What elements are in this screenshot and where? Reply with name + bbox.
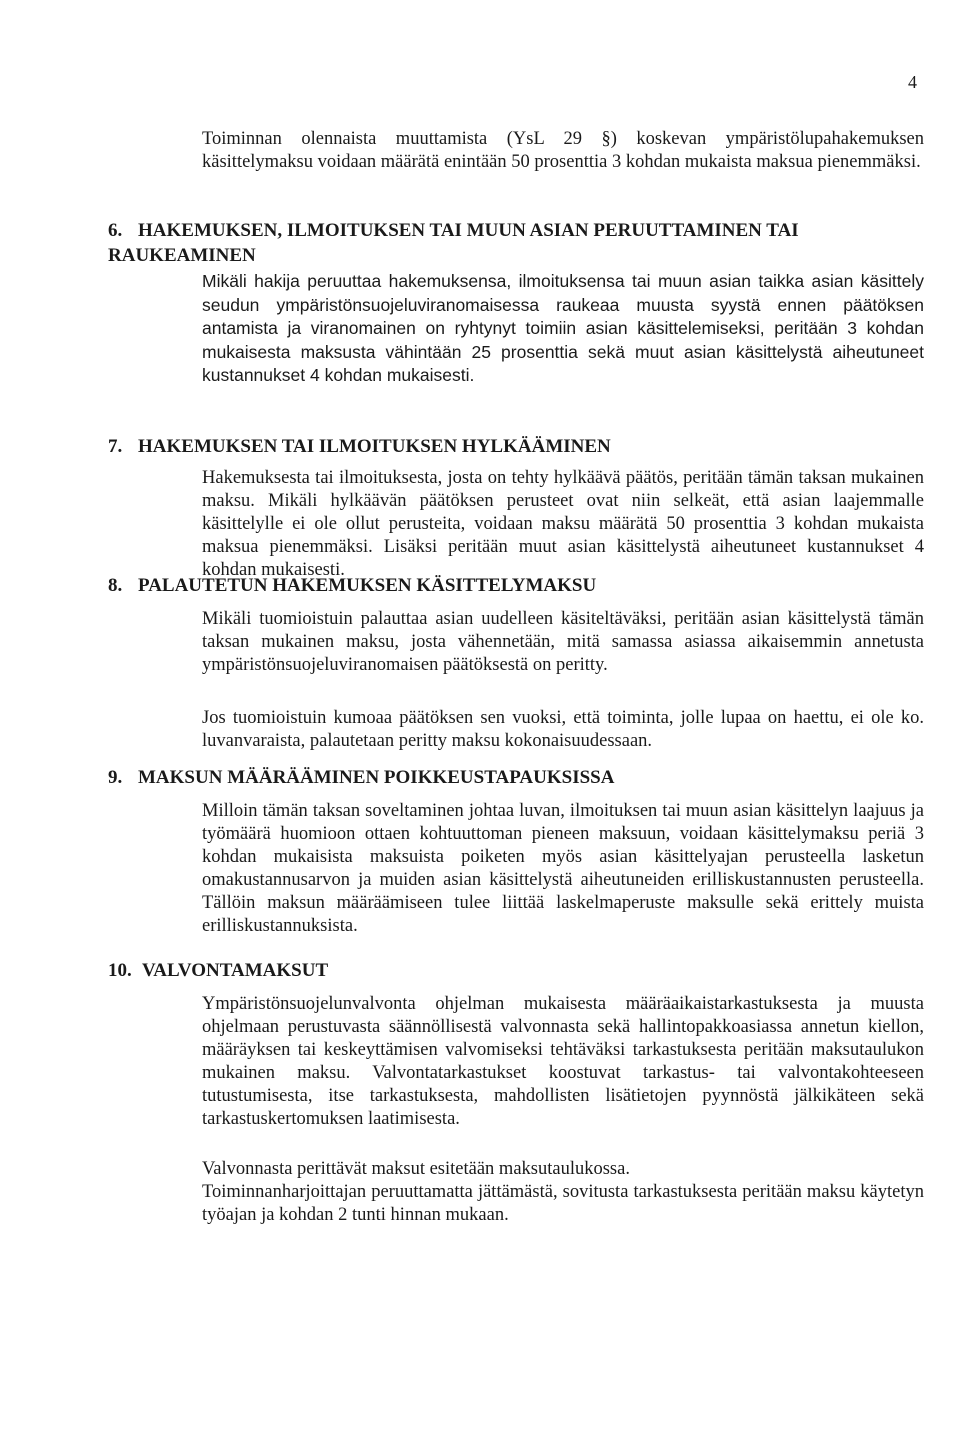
section-10-paragraph-1: Ympäristönsuojelunvalvonta ohjelman mukaisesta määräaikaistarkastuksesta ja muusta ohjelmaan perustuvasta säännöllisestä valvonnasta sekä hallintopakkoasiassa annetun kiellon, määräyksen tai keskeyttämisen valvomiseksi tehtäväksi tarkastuksesta peritään maksutaulukon mukainen maksu. Valvontatarkastukset koostuvat tarkastus- tai valvontakohteeseen tutustumisesta, itse tarkastuksesta, mahdollisten lisätietojen pyynnöstä jälkikäteen sekä tarkastuskertomuksen laatimisesta. [202, 994, 924, 1129]
section-7-number: 7. [108, 436, 123, 457]
section-6-number: 6. [108, 220, 123, 241]
section-10-title: VALVONTAMAKSUT [142, 960, 329, 981]
section-8-paragraph-1: Mikäli tuomioistuin palauttaa asian uudelleen käsiteltäväksi, peritään asian käsittelystä tämän taksan mukainen maksu, josta vähennetään, mitä samassa asiassa aikaisemmin annetusta ympäristönsuojeluviranomaisen päätöksestä on peritty. [202, 609, 924, 675]
section-9-paragraph: Milloin tämän taksan soveltaminen johtaa luvan, ilmoituksen tai muun asian käsittelyn laajuus ja työmäärä huomioon ottaen kohtuuttoman pieneen maksuun, voidaan käsittelymaksu periä 3 kohdan mukaisista maksuista poiketen myös asian käsittelyajan perusteella lasketun omakustannusarvon ja muiden asian käsittelystä aiheutuneiden erilliskustannusten perusteella. Tällöin maksun määräämiseen tulee liittää laskelmaperuste maksulle sekä erittely muista erilliskustannuksista. [202, 801, 924, 936]
page-number: 4 [908, 72, 917, 92]
section-9-title: MAKSUN MÄÄRÄÄMINEN POIKKEUSTAPAUKSISSA [138, 767, 615, 788]
section-10-heading [108, 958, 924, 983]
section-10-number: 10. [108, 960, 132, 981]
section-9-heading [108, 765, 924, 790]
section-10-paragraph-3: Toiminnanharjoittajan peruuttamatta jättämästä, sovitusta tarkastuksesta peritään maksu käytetyn työajan ja kohdan 2 tunti hinnan mukaan. [202, 1182, 924, 1225]
section-8-paragraph-2: Jos tuomioistuin kumoaa päätöksen sen vuoksi, että toiminta, jolle lupaa on haettu, ei ole ko. luvanvaraista, palautetaan peritty maksu kokonaisuudessaan. [202, 708, 924, 751]
intro-paragraph: Toiminnan olennaista muuttamista (YsL 29 §) koskevan ympäristölupahakemuksen käsittelymaksu voidaan määrätä enintään 50 prosenttia 3 kohdan mukaista maksua pienemmäksi. [202, 129, 924, 172]
section-6-paragraph: Mikäli hakija peruuttaa hakemuksensa, ilmoituksensa tai muun asian taikka asian käsittely seudun ympäristönsuojeluviranomaisessa raukeaa muusta syystä ennen päätöksen antamista ja viranomainen on ryhtynyt toimiin asian käsittelemiseksi, peritään 3 kohdan mukaisesta maksusta vähintään 25 prosenttia sekä muut asian käsittelystä aiheutuneet kustannukset 4 kohdan mukaisesti. [202, 271, 924, 385]
section-8-number: 8. [108, 575, 123, 596]
section-6-title: HAKEMUKSEN, ILMOITUKSEN TAI MUUN ASIAN PERUUTTAMINEN TAI RAUKEAMINEN [108, 220, 799, 266]
section-10-paragraph-2: Valvonnasta perittävät maksut esitetään maksutaulukossa. [202, 1159, 630, 1179]
section-9-number: 9. [108, 767, 123, 788]
section-7-paragraph: Hakemuksesta tai ilmoituksesta, josta on tehty hylkäävä päätös, peritään tämän taksan mukainen maksu. Mikäli hylkäävän päätöksen perusteet ovat niin selkeät, että asian laajemmalle käsittelylle ei ole ollut perusteita, voidaan maksu määrätä 50 prosenttia 3 kohdan mukaista maksua pienemmäksi. Lisäksi peritään muut asian käsittelystä aiheutuneet kustannukset 4 kohdan mukaisesti. [202, 468, 924, 580]
section-7-heading [108, 434, 924, 459]
section-7-title: HAKEMUKSEN TAI ILMOITUKSEN HYLKÄÄMINEN [138, 436, 611, 457]
section-8-heading [108, 573, 924, 598]
section-8-title: PALAUTETUN HAKEMUKSEN KÄSITTELYMAKSU [138, 575, 597, 596]
section-6-heading [108, 218, 924, 268]
